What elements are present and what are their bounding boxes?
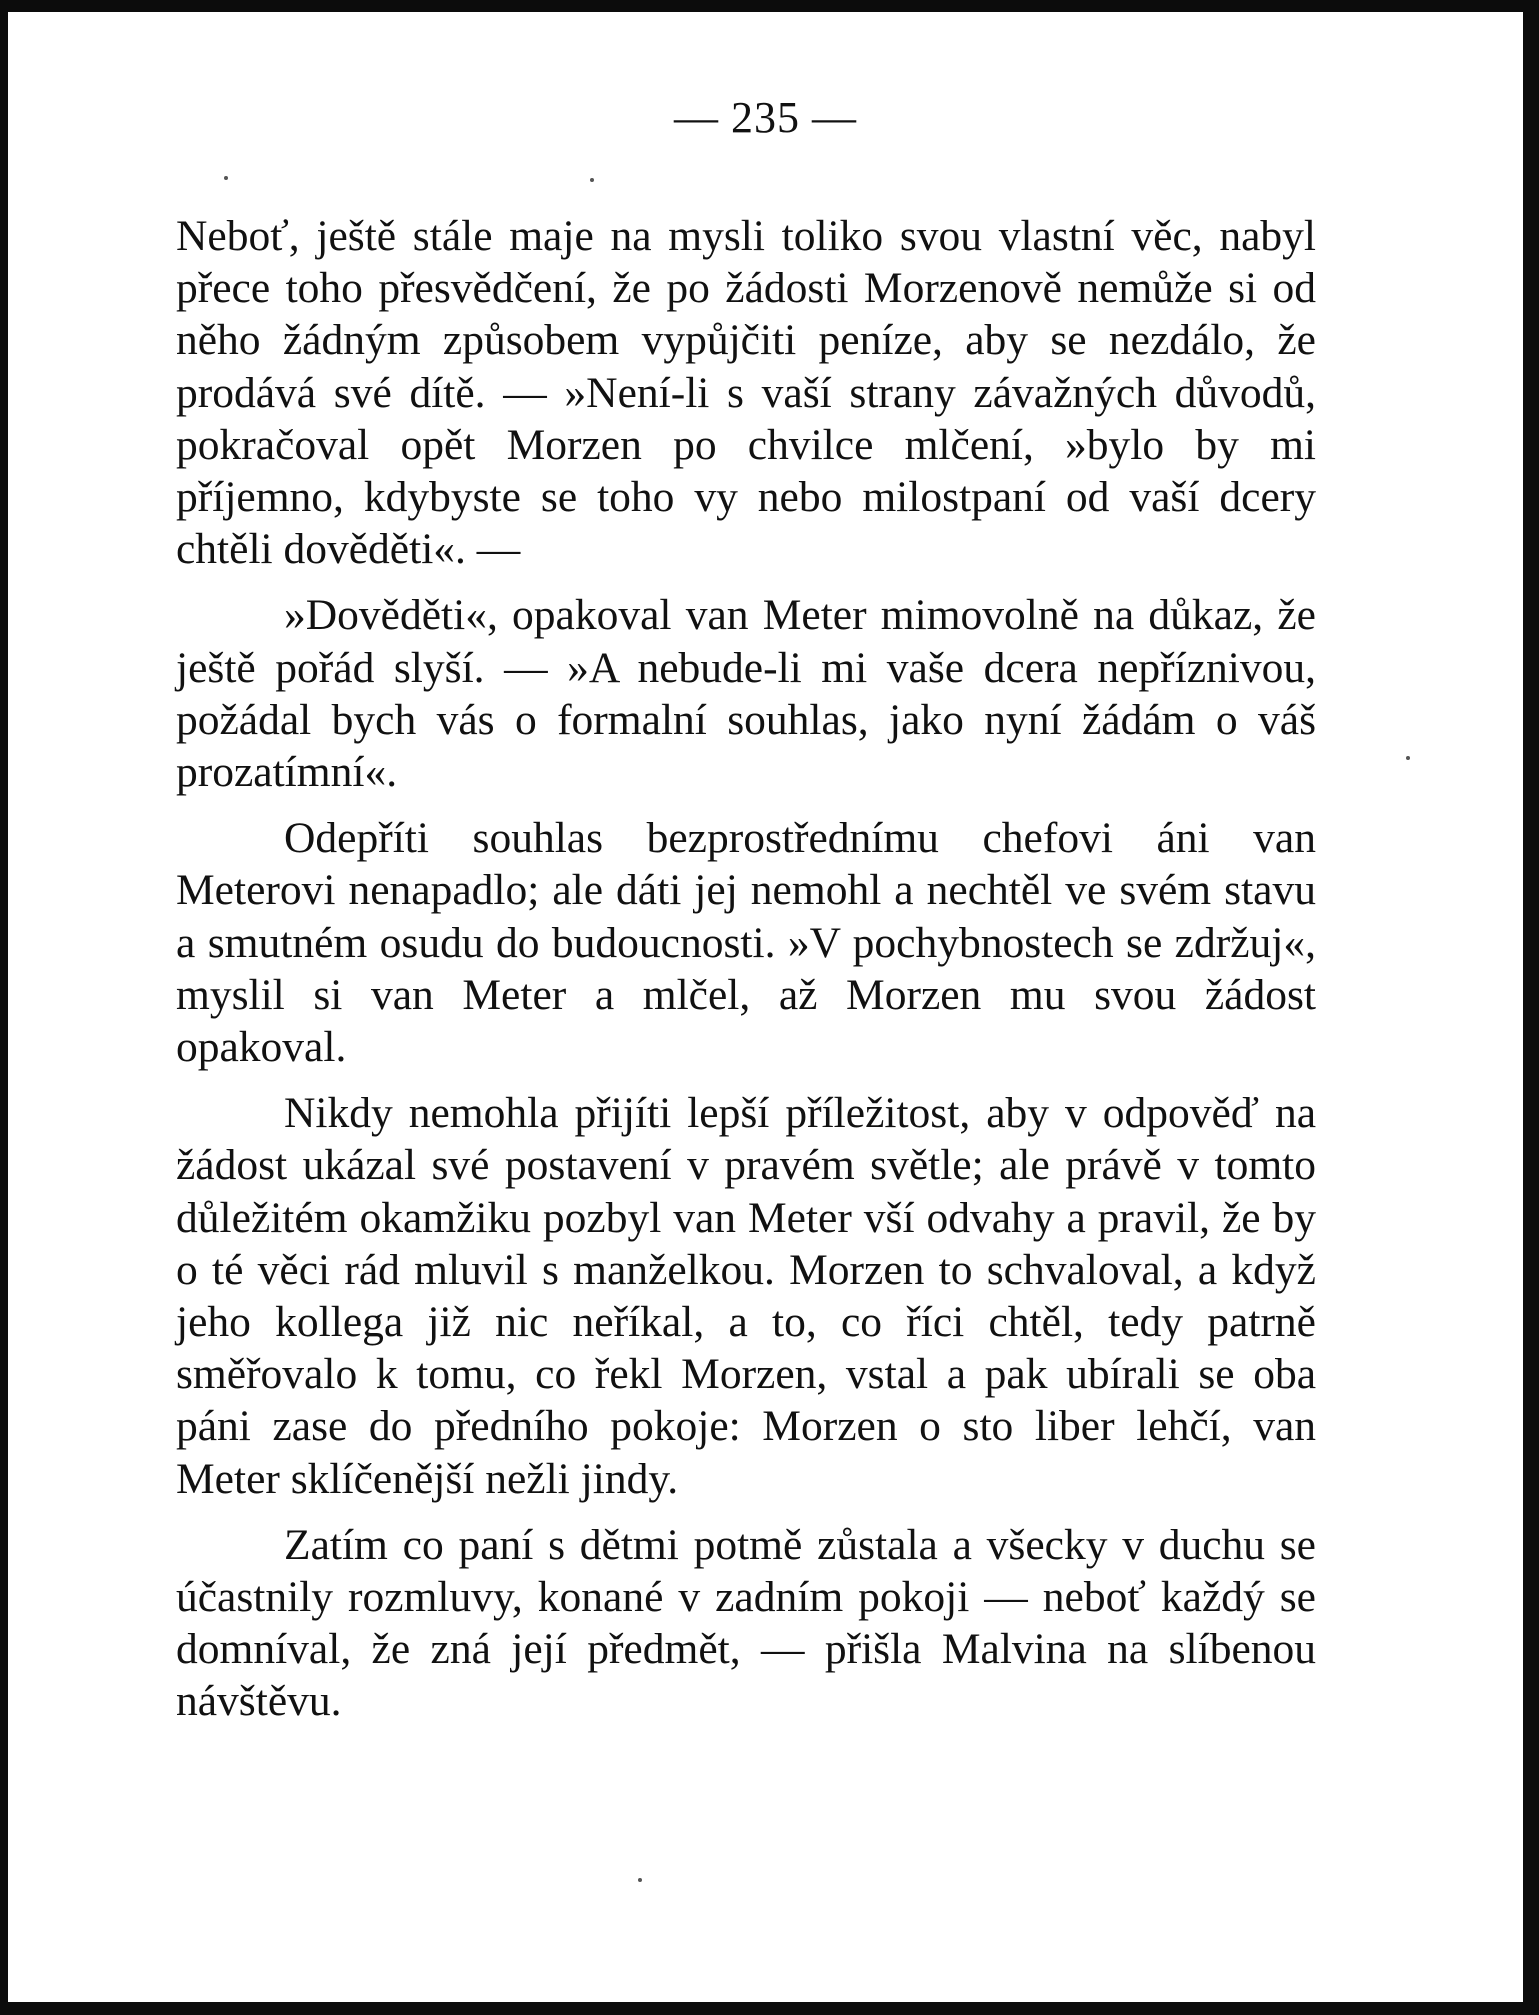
- body-text: [176, 210, 1316, 1742]
- book-page: [8, 12, 1523, 2002]
- scan-speck: [638, 1878, 642, 1882]
- scan-speck: [1406, 756, 1410, 760]
- page-number: — 235 —: [674, 93, 857, 142]
- paragraph-2: »Dověděti«, opakoval van Meter mimovolně na důkaz, že ještě pořád slyší. — »A nebude-li mi vaše dcera nepříznivou, požádal bych vás o formalní souhlas, jako nyní žádám o váš prozatímní«.: [176, 591, 1316, 797]
- paragraph-3: Odepříti souhlas bezprostřednímu chefovi áni van Meterovi nenapadlo; ale dáti jej nemohl a nechtěl ve svém stavu a smutném osudu do budoucnosti. »V pochybnostech se zdržuj«, myslil si van Meter a mlčel, až Morzen mu svou žádost opakoval.: [176, 814, 1316, 1072]
- scan-speck: [224, 176, 228, 180]
- scan-speck: [590, 178, 594, 182]
- paragraph-4: Nikdy nemohla přijíti lepší příležitost, aby v odpověď na žádost ukázal své postavení v pravém světle; ale právě v tomto důležitém okamžiku pozbyl van Meter vší odvahy a pravil, že by o té věci rád mluvil s manželkou. Morzen to schvaloval, a když jeho kollega již nic neříkal, a to, co říci chtěl, tedy patrně směřovalo k tomu, co řekl Morzen, vstal a pak ubírali se oba páni zase do předního pokoje: Morzen o sto liber lehčí, van Meter sklíčenější nežli jindy.: [176, 1089, 1316, 1503]
- paragraph-1: Neboť, ještě stále maje na mysli toliko svou vlastní věc, nabyl přece toho přesvědčení, že po žádosti Morzenově nemůže si od něho žádným způsobem vypůjčiti peníze, aby se nezdálo, že prodává své dítě. — »Není-li s vaší strany závažných důvodů, pokračoval opět Morzen po chvilce mlčení, »bylo by mi příjemno, kdybyste se toho vy nebo milostpaní od vaší dcery chtěli dověděti«. —: [176, 212, 1316, 574]
- paragraph-5: Zatím co paní s dětmi potmě zůstala a všecky v duchu se účastnily rozmluvy, konané v zadním pokoji — neboť každý se domníval, že zná její předmět, — přišla Malvina na slíbenou návštěvu.: [176, 1520, 1316, 1726]
